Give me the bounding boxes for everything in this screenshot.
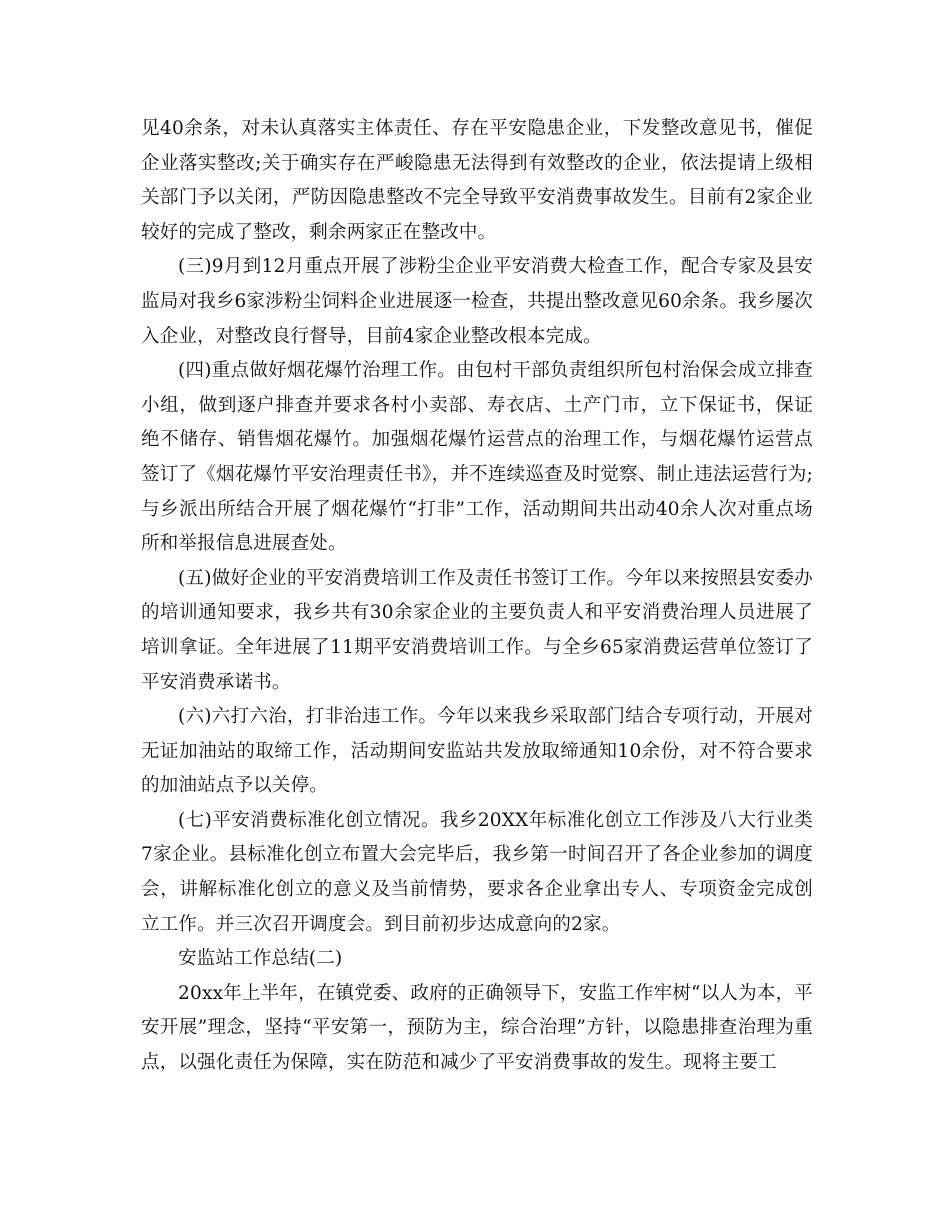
section-heading: 安监站工作总结(二) — [178, 948, 343, 970]
paragraph-continuation: 见40余条，对未认真落实主体责任、存在平安隐患企业，下发整改意见书，催促企业落实整改;关于确实存在严峻隐患无法得到有效整改的企业，依法提请上级相关部门予以关闭，严防因隐患整改不完全导致平安消费事故发生。目前有2家企业较好的完成了整改，剩余两家正在整改中。 — [141, 118, 813, 243]
paragraph-section-5: (五)做好企业的平安消费培训工作及责任书签订工作。今年以来按照县安委办的培训通知要求，我乡共有30余家企业的主要负责人和平安消费治理人员进展了培训拿证。全年进展了11期平安消费培训工作。与全乡65家消费运营单位签订了平安消费承诺书。 — [141, 567, 813, 693]
paragraph-summary-intro: 20xx年上半年，在镇党委、政府的正确领导下，安监工作牢树“以人为本，平安开展”理念，坚持“平安第一，预防为主，综合治理”方针，以隐患排查治理为重点，以强化责任为保障，实在防范和减少了平安消费事故的发生。现将主要工 — [141, 982, 813, 1074]
paragraph-section-4: (四)重点做好烟花爆竹治理工作。由包村干部负责组织所包村治保会成立排查小组，做到逐户排查并要求各村小卖部、寿衣店、土产门市，立下保证书，保证绝不储存、销售烟花爆竹。加强烟花爆竹运营点的治理工作，与烟花爆竹运营点签订了《烟花爆竹平安治理责任书》，并不连续巡查及时觉察、制止违法运营行为;与乡派出所结合开展了烟花爆竹“打非”工作，活动期间共出动40余人次对重点场所和举报信息进展查处。 — [141, 360, 813, 555]
document-page — [141, 112, 813, 1081]
paragraph-section-6: (六)六打六治，打非治违工作。今年以来我乡采取部门结合专项行动，开展对无证加油站的取缔工作，活动期间安监站共发放取缔通知10余份，对不符合要求的加油站点予以关停。 — [141, 706, 813, 797]
paragraph-section-7: (七)平安消费标准化创立情况。我乡20XX年标准化创立工作涉及八大行业类7家企业。县标准化创立布置大会完毕后，我乡第一时间召开了各企业参加的调度会，讲解标准化创立的意义及当前情势，要求各企业拿出专人、专项资金完成创立工作。并三次召开调度会。到目前初步达成意向的2家。 — [141, 809, 813, 935]
paragraph-section-3: (三)9月到12月重点开展了涉粉尘企业平安消费大检查工作，配合专家及县安监局对我乡6家涉粉尘饲料企业进展逐一检查，共提出整改意见60余条。我乡屡次入企业，对整改良行督导，目前4家企业整改根本完成。 — [141, 256, 813, 347]
